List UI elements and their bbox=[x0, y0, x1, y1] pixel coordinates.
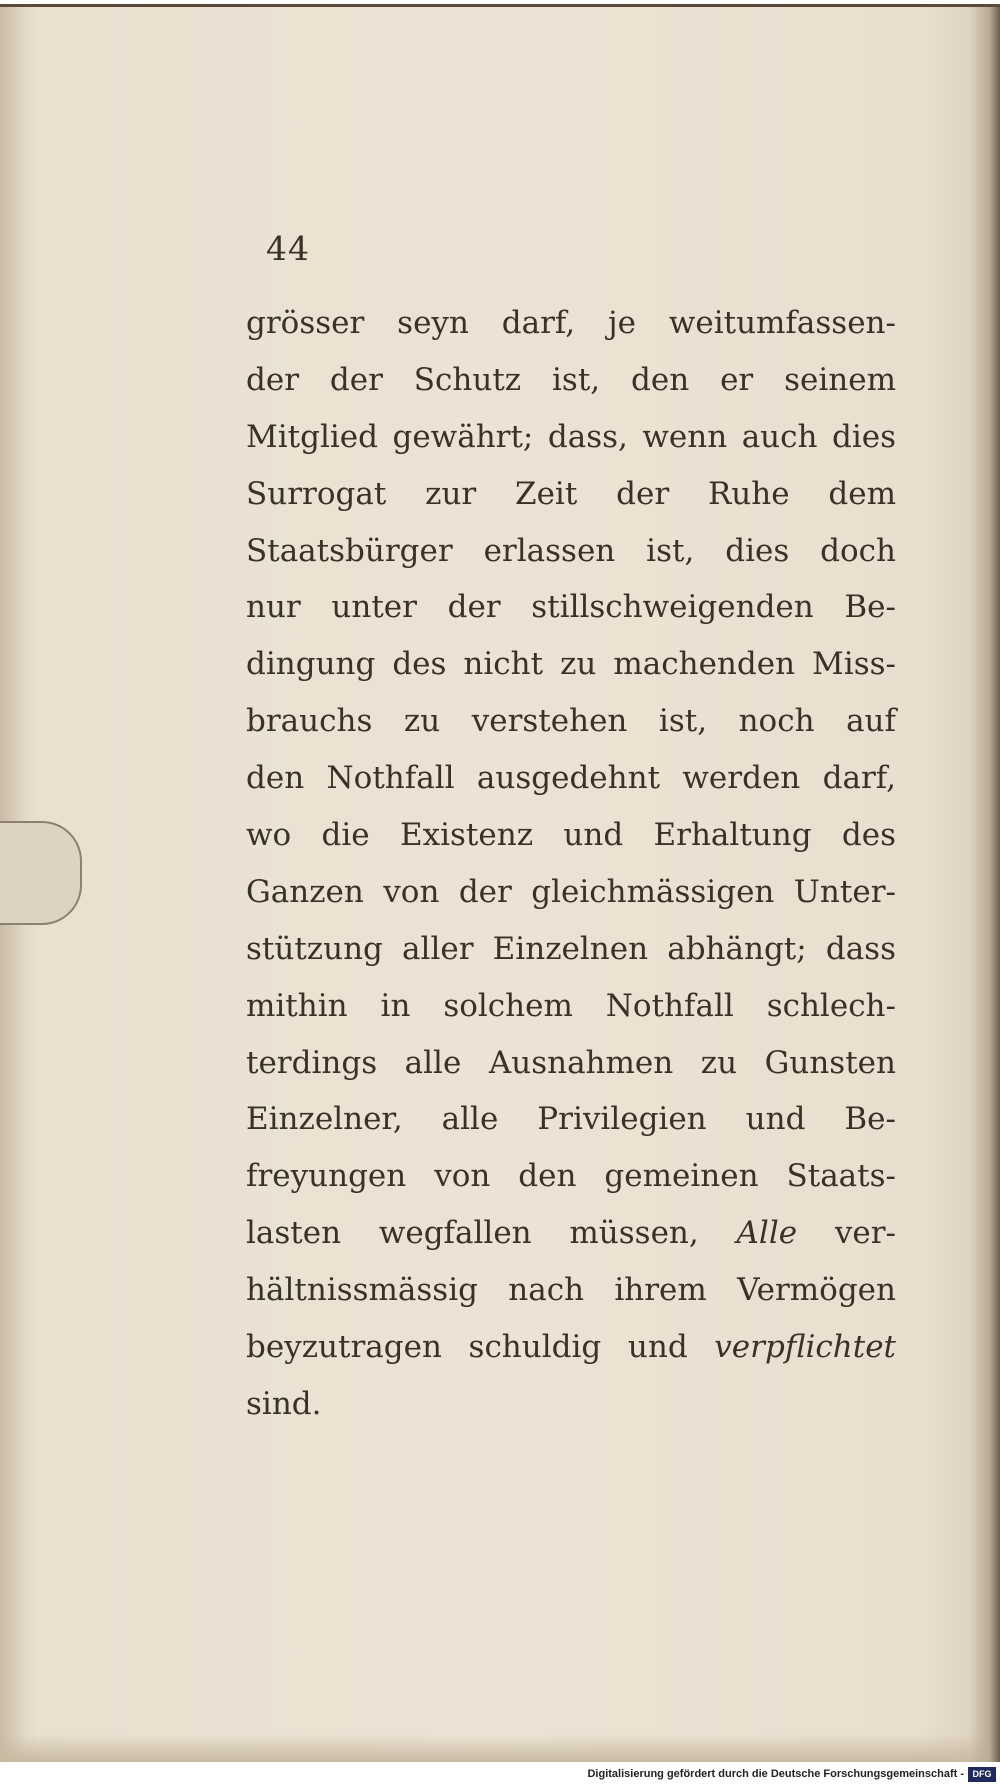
text-line-18: hältnissmässig nach ihrem Vermögen bbox=[246, 1272, 896, 1309]
text-line-13: mithin in solchem Nothfall schlech- bbox=[246, 987, 896, 1024]
digitization-footer bbox=[0, 1762, 1000, 1789]
text-line-6: nur unter der stillschweigenden Be- bbox=[246, 589, 896, 626]
text-line-17 bbox=[246, 1205, 896, 1262]
text-line-14: terdings alle Ausnahmen zu Gunsten bbox=[246, 1044, 896, 1081]
text-line-12: stützung aller Einzelnen abhängt; dass bbox=[246, 930, 896, 967]
text-line-19 bbox=[246, 1319, 896, 1376]
page-number: 44 bbox=[266, 229, 310, 268]
text-line-1: grösser seyn darf, je weitumfassen- bbox=[246, 305, 896, 341]
digitization-credit: Digitalisierung gefördert durch die Deutsche Forschungsgemeinschaft - bbox=[587, 1768, 964, 1780]
text-line-7: dingung des nicht zu machenden Miss- bbox=[246, 646, 896, 683]
text-line-17-after: ver- bbox=[834, 1215, 896, 1252]
text-line-4: Surrogat zur Zeit der Ruhe dem bbox=[246, 475, 896, 512]
text-line-11: Ganzen von der gleichmässigen Unter- bbox=[246, 873, 896, 910]
text-line-9: den Nothfall ausgedehnt werden darf, bbox=[246, 760, 896, 797]
text-line-3: Mitglied gewährt; dass, wenn auch dies bbox=[246, 418, 896, 455]
text-line-15: Einzelner, alle Privilegien und Be- bbox=[246, 1101, 896, 1138]
italic-word-alle: Alle bbox=[736, 1215, 798, 1252]
dfg-logo-icon: DFG bbox=[968, 1767, 996, 1782]
text-line-8: brauchs zu verstehen ist, noch auf bbox=[246, 703, 896, 740]
page-bottom-edge bbox=[0, 1734, 1000, 1762]
text-line-17-before: lasten wegfallen müssen, bbox=[246, 1215, 699, 1252]
text-line-20: sind. bbox=[246, 1385, 322, 1422]
book-page bbox=[0, 4, 1000, 1762]
page-text-block bbox=[246, 229, 896, 1433]
text-line-2: der der Schutz ist, den er seinem bbox=[246, 361, 896, 398]
italic-word-verpflichtet: verpflichtet bbox=[714, 1329, 896, 1366]
bookmark-tab bbox=[0, 821, 82, 925]
text-line-16: freyungen von den gemeinen Staats- bbox=[246, 1158, 896, 1195]
text-line-19-before: beyzutragen schuldig und bbox=[246, 1329, 688, 1366]
text-line-10: wo die Existenz und Erhaltung des bbox=[246, 817, 896, 854]
text-line-5: Staatsbürger erlassen ist, dies doch bbox=[246, 532, 896, 569]
